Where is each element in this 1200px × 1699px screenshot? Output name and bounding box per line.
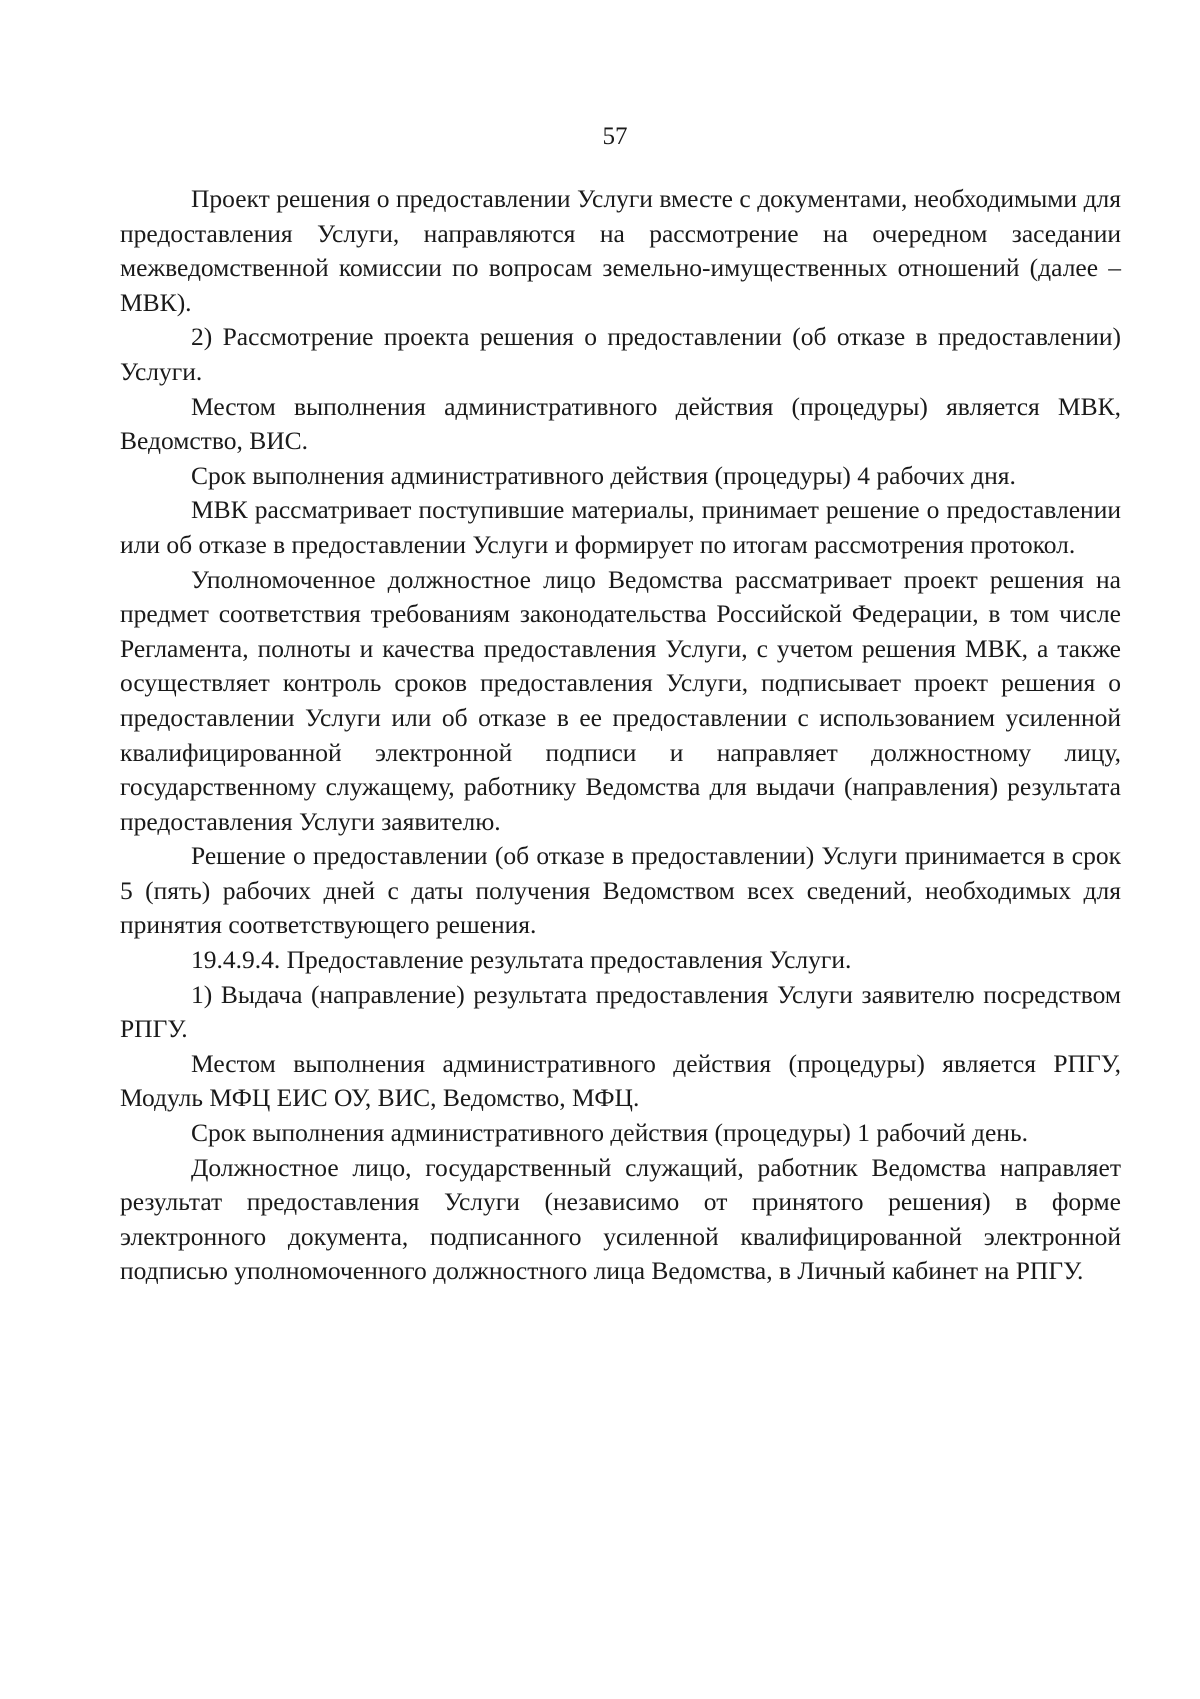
paragraph: Должностное лицо, государственный служащий, работник Ведомства направляет результат предоставления Услуги (независимо от принятого решения) в форме электронного документа, подписанного усиленной квалифицированной электронной подписью уполномоченного должностного лица Ведомства, в Личный кабинет на РПГУ. bbox=[120, 1152, 1121, 1286]
paragraph: МВК рассматривает поступившие материалы, принимает решение о предоставлении или об отказе в предоставлении Услуги и формирует по итогам рассмотрения протокол. bbox=[120, 495, 1121, 559]
document-body bbox=[120, 182, 1121, 1289]
paragraph: 2) Рассмотрение проекта решения о предоставлении (об отказе в предоставлении) Услуги. bbox=[120, 322, 1121, 386]
section-heading: 19.4.9.4. Предоставление результата предоставления Услуги. bbox=[191, 945, 852, 975]
paragraph: Срок выполнения административного действия (процедуры) 1 рабочий день. bbox=[191, 1118, 1028, 1148]
paragraph: Уполномоченное должностное лицо Ведомства рассматривает проект решения на предмет соответствия требованиям законодательства Российской Федерации, в том числе Регламента, полноты и качества предоставления Услуги, с учетом решения МВК, а также осуществляет контроль сроков предоставления Услуги, подписывает проект решения о предоставлении Услуги или об отказе в ее предоставлении с использованием усиленной квалифицированной электронной подписи и направляет должностному лицу, государственному служащему, работнику Ведомства для выдачи (направления) результата предоставления Услуги заявителю. bbox=[120, 564, 1121, 836]
paragraph: 1) Выдача (направление) результата предоставления Услуги заявителю посредством РПГУ. bbox=[120, 979, 1121, 1044]
page-number: 57 bbox=[602, 123, 628, 150]
paragraph: Местом выполнения административного действия (процедуры) является РПГУ, Модуль МФЦ ЕИС ОУ, ВИС, Ведомство, МФЦ. bbox=[120, 1048, 1121, 1113]
paragraph: Срок выполнения административного действия (процедуры) 4 рабочих дня. bbox=[191, 460, 1016, 490]
paragraph: Проект решения о предоставлении Услуги вместе с документами, необходимыми для предоставления Услуги, направляются на рассмотрение на очередном заседании межведомственной комиссии по вопросам земельно-имущественных отношений (далее – МВК). bbox=[120, 184, 1121, 317]
paragraph: Местом выполнения административного действия (процедуры) является МВК, Ведомство, ВИС. bbox=[120, 391, 1121, 456]
paragraph: Решение о предоставлении (об отказе в предоставлении) Услуги принимается в срок 5 (пять) рабочих дней с даты получения Ведомством всех сведений, необходимых для принятия соответствующего решения. bbox=[120, 841, 1121, 940]
